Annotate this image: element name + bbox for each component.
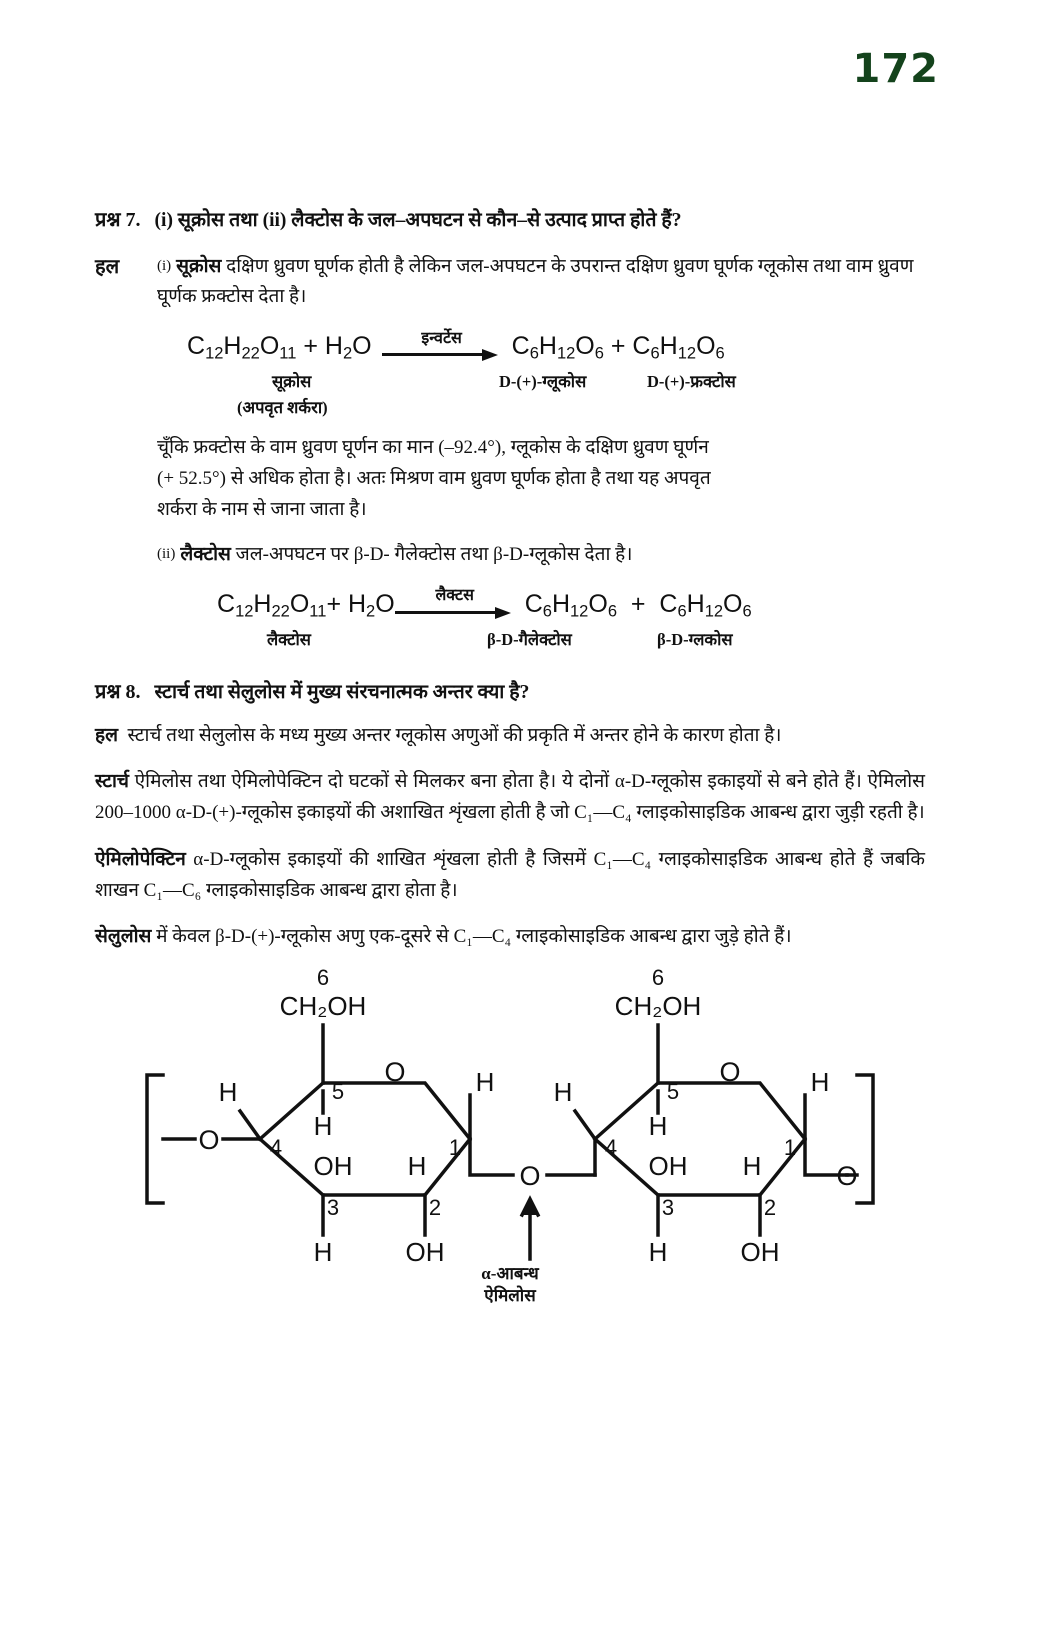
ring1-c1-number: 1	[448, 1135, 462, 1161]
eq1-arrow	[382, 329, 502, 361]
starch-keyword: स्टार्च	[95, 771, 129, 793]
ring2-c6-number: 6	[651, 965, 665, 991]
ring2-oh-c2-bottom: OH	[740, 1237, 780, 1268]
solution-7-part-i	[157, 252, 925, 311]
equation-lactose-hydrolysis	[157, 585, 925, 655]
diagram-caption	[95, 1263, 925, 1307]
eq2-label-glucose: β-D-ग्लकोस	[657, 630, 733, 650]
question-7-heading	[95, 205, 925, 234]
solution-7-label: हल	[95, 256, 120, 279]
reaction-arrow-icon	[382, 347, 502, 361]
caption-alpha-bond: α-आबन्ध	[481, 1264, 539, 1284]
page-number: 172	[852, 46, 939, 92]
paragraph-starch	[95, 767, 925, 829]
structure-svg	[95, 963, 925, 1293]
rotation-explanation	[157, 433, 925, 525]
ring1-linking-oxygen-left: O	[198, 1125, 220, 1156]
cellulose-structure-diagram	[95, 963, 925, 1306]
solution-8-text: स्टार्च तथा सेलुलोस के मध्य मुख्य अन्तर ग्लूकोस अणुओं की प्रकृति में अन्तर होने के कारण होता है।	[127, 724, 782, 746]
ring2-h-c1: H	[810, 1067, 830, 1098]
part-i-keyword: सूक्रोस	[176, 256, 222, 278]
rotation-line-3: शर्करा के नाम से जाना जाता है।	[157, 498, 367, 520]
ring2-c4-number: 4	[604, 1135, 618, 1161]
eq2-sublabels	[157, 625, 925, 655]
cellulose-text: में केवल β-D-(+)-ग्लूकोस अणु एक-दूसरे से C₁—C₄ ग्लाइकोसाइडिक आबन्ध द्वारा जुड़े होते हैं।	[156, 926, 792, 948]
ring1-h-inner: H	[313, 1111, 333, 1142]
question-8-label: प्रश्न 8.	[95, 681, 141, 704]
cellulose-keyword: सेलुलोस	[95, 926, 152, 948]
part-ii-text: जल-अपघटन पर β-D- गैलेक्टोस तथा β-D-ग्लूकोस देता है।	[235, 543, 633, 565]
ring1-ring-oxygen: O	[384, 1057, 406, 1088]
ring1-c3-number: 3	[326, 1195, 340, 1221]
starch-text: ऐमिलोस तथा ऐमिलोपेक्टिन दो घटकों से मिलकर बना होता है। ये दोनों α-D-ग्लूकोस इकाइयों से बने होते हैं। ऐमिलोस 200–1000 α-D-(+)-ग्लूकोस इकाइयों की अशाखित शृंखला होती है जो C₁—C₄ ग्लाइकोसाइडिक आबन्ध द्वारा जुड़ी रहती है।	[95, 771, 925, 824]
ring2-h-c4: H	[553, 1077, 573, 1108]
solution-7-part-ii	[157, 540, 925, 569]
ring2-c1-number: 1	[783, 1135, 797, 1161]
ring1-c6-number: 6	[316, 965, 330, 991]
ring1-oh-c3: OH	[313, 1151, 353, 1182]
question-7-label: प्रश्न 7.	[95, 209, 141, 231]
eq2-label-lactose: लैक्टोस	[267, 630, 311, 650]
reaction-arrow-icon	[395, 605, 515, 619]
eq2-rhs: $C_6H_{12}O_6 + C_6H_{12}O_6$	[524, 590, 752, 621]
eq1-catalyst-label: इन्वर्टेस	[421, 329, 462, 347]
ring2-oh-c3: OH	[648, 1151, 688, 1182]
ring1-c4-number: 4	[269, 1135, 283, 1161]
question-8-text: स्टार्च तथा सेलुलोस में मुख्य संरचनात्मक अन्तर क्या है?	[154, 682, 530, 704]
ring1-h-c3-bottom: H	[313, 1237, 333, 1268]
amylopectin-keyword: ऐमिलोपेक्टिन	[95, 848, 186, 870]
ring2-linking-oxygen-right: O	[836, 1161, 858, 1192]
bridging-oxygen: O	[519, 1161, 541, 1192]
ring2-h-inner: H	[648, 1111, 668, 1142]
ring2-c3-number: 3	[661, 1195, 675, 1221]
eq2-label-galactose: β-D-गैलेक्टोस	[487, 630, 572, 650]
eq1-label-invert-sugar: (अपवृत शर्करा)	[237, 398, 328, 418]
ring2-c2-number: 2	[763, 1195, 777, 1221]
eq2-arrow	[395, 587, 515, 619]
ring2-h-c3-bottom: H	[648, 1237, 668, 1268]
ring1-c5-number: 5	[331, 1079, 345, 1105]
eq1-label-glucose: D-(+)-ग्लूकोस	[499, 372, 587, 392]
caption-amylose: ऐमिलोस	[484, 1286, 536, 1306]
ring1-h-c4: H	[218, 1077, 238, 1108]
ring2-c5-number: 5	[666, 1079, 680, 1105]
ring1-ch2oh: CH₂OH	[279, 991, 367, 1022]
solution-8-label: हल	[95, 724, 118, 746]
rotation-line-1: चूँकि फ्रक्टोस के वाम ध्रुवण घूर्णन का मान (–92.4°), ग्लूकोस के दक्षिण ध्रुवण घूर्णन	[157, 437, 709, 459]
eq1-label-sucrose: सूक्रोस	[272, 372, 312, 392]
rotation-line-2: (+ 52.5°) से अधिक होता है। अतः मिश्रण वाम ध्रुवण घूर्णक होता है तथा यह अपवृत	[157, 468, 711, 490]
question-7-solution	[95, 252, 925, 659]
ring2-h-c2: H	[742, 1151, 762, 1182]
ring2-ch2oh: CH₂OH	[614, 991, 702, 1022]
question-7-text: (i) सूक्रोस तथा (ii) लैक्टोस के जल–अपघटन से कौन–से उत्पाद प्राप्त होते हैं?	[154, 210, 682, 231]
part-i-marker: (i)	[157, 258, 172, 275]
paragraph-amylopectin	[95, 845, 925, 907]
ring1-h-c1: H	[475, 1067, 495, 1098]
eq1-rhs: $C_6H_{12}O_6 + C_6H_{12}O_6$	[511, 332, 725, 363]
ring1-c2-number: 2	[428, 1195, 442, 1221]
ring1-oh-c2-bottom: OH	[405, 1237, 445, 1268]
part-ii-keyword: लैक्टोस	[180, 543, 231, 565]
page-content	[95, 205, 925, 1306]
eq1-lhs: $C_{12}H_{22}O_{11} + H_2O$	[187, 332, 372, 363]
eq2-lhs: $C_{12}H_{22}O_{11}+ H_2O$	[217, 590, 395, 621]
question-8-solution	[95, 721, 925, 752]
ring1-h-c2: H	[407, 1151, 427, 1182]
equation-sucrose-hydrolysis	[157, 327, 925, 419]
amylopectin-text: α-D-ग्लूकोस इकाइयों की शाखित शृंखला होती है जिसमें C₁—C₄ ग्लाइकोसाइडिक आबन्ध होते हैं जबकि शाखन C₁—C₆ ग्लाइकोसाइडिक आबन्ध द्वारा होता है।	[95, 848, 925, 901]
ring2-ring-oxygen: O	[719, 1057, 741, 1088]
question-8-heading	[95, 677, 925, 706]
eq2-catalyst-label: लैक्टस	[435, 587, 474, 605]
eq1-label-fructose: D-(+)-फ्रक्टोस	[647, 372, 736, 392]
part-i-text: दक्षिण ध्रुवण घूर्णक होती है लेकिन जल-अपघटन के उपरान्त दक्षिण ध्रुवण घूर्णक ग्लूकोस तथा वाम ध्रुवण घूर्णक फ्रक्टोस देता है।	[157, 256, 914, 307]
part-ii-marker: (ii)	[157, 545, 176, 562]
eq1-sublabels	[157, 367, 925, 419]
paragraph-cellulose	[95, 922, 925, 953]
